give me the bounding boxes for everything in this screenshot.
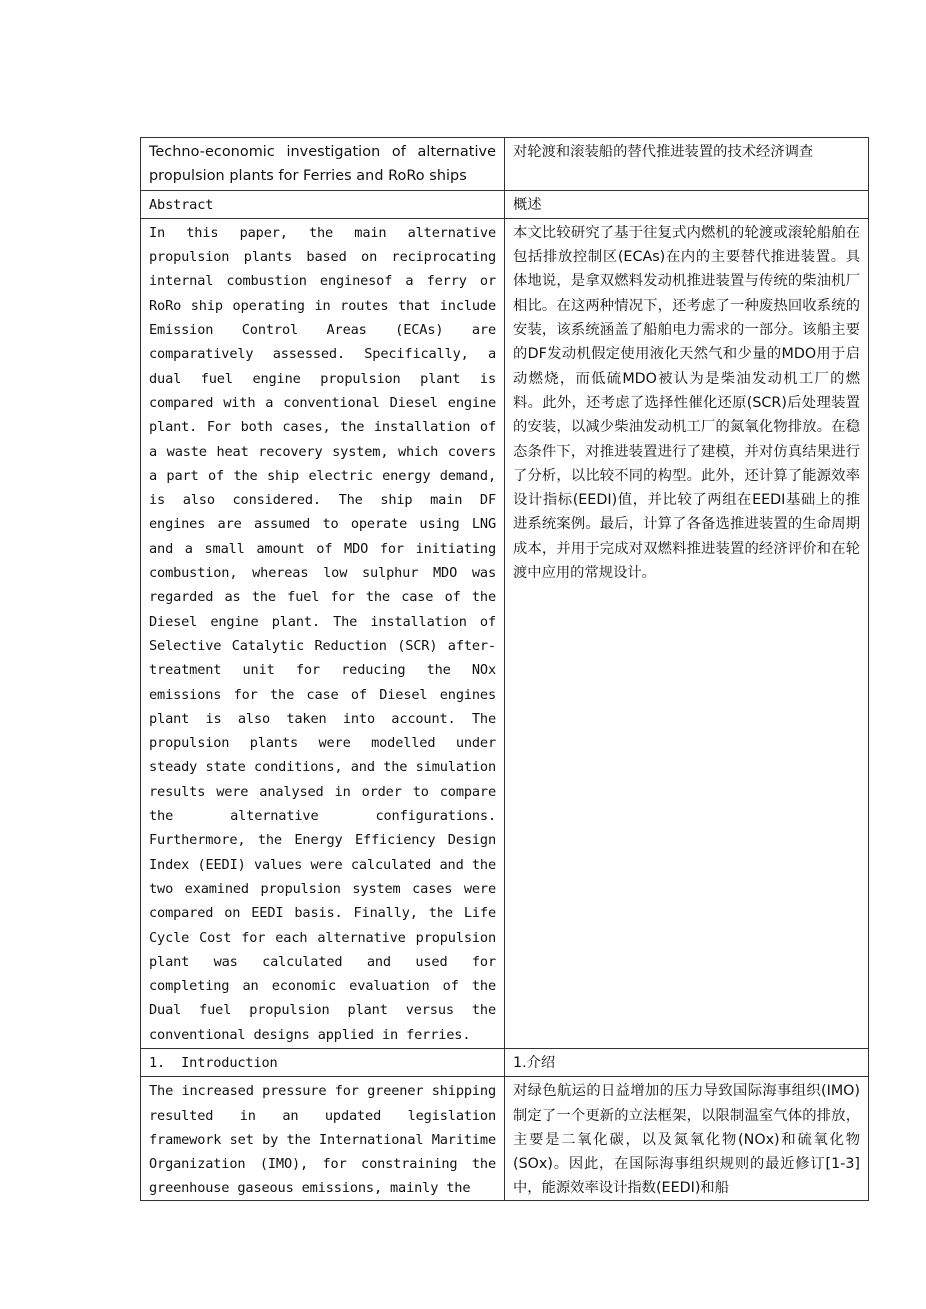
bilingual-table <box>140 137 869 1201</box>
title-en: Techno-economic investigation of alternative propulsion plants for Ferries and RoRo ships <box>141 138 505 191</box>
abstract-heading-row <box>141 190 869 218</box>
introduction-body-en-text: The increased pressure for greener shipping resulted in an updated legislation framework set by the International Maritime Organization (IMO), for constraining the greenhouse gaseous emissions, mainly the <box>149 1083 496 1197</box>
introduction-heading-row <box>141 1048 869 1076</box>
title-zh: 对轮渡和滚装船的替代推进装置的技术经济调查 <box>505 138 869 191</box>
introduction-body-row <box>141 1077 869 1201</box>
title-row <box>141 138 869 191</box>
document-page <box>140 137 869 1201</box>
introduction-heading-en-text: 1. Introduction <box>149 1054 278 1071</box>
abstract-heading-zh: 概述 <box>505 190 869 218</box>
abstract-heading-en: Abstract <box>141 190 505 218</box>
introduction-body-en <box>141 1077 505 1201</box>
introduction-body-zh <box>505 1077 869 1201</box>
abstract-body-en: In this paper, the main alternative propulsion plants based on reciprocating internal combustion enginesof a ferry or RoRo ship operating in routes that include Emission Control Areas (ECAs) are comparatively assessed. Specifically, a dual fuel engine propulsion plant is compared with a conventional Diesel engine plant. For both cases, the installation of a waste heat recovery system, which covers a part of the ship electric energy demand, is also considered. The ship main DF engines are assumed to operate using LNG and a small amount of MDO for initiating combustion, whereas low sulphur MDO was regarded as the fuel for the case of the Diesel engine plant. The installation of Selective Catalytic Reduction (SCR) after-treatment unit for reducing the NOx emissions for the case of Diesel engines plant is also taken into account. The propulsion plants were modelled under steady state conditions, and the simulation results were analysed in order to compare the alternative configurations. Furthermore, the Energy Efficiency Design Index (EEDI) values were calculated and the two examined propulsion system cases were compared on EEDI basis. Finally, the Life Cycle Cost for each alternative propulsion plant was calculated and used for completing an economic evaluation of the Dual fuel propulsion plant versus the conventional designs applied in ferries. <box>141 218 505 1048</box>
introduction-heading-zh: 1.介绍 <box>505 1048 869 1076</box>
abstract-body-row <box>141 218 869 1048</box>
introduction-heading-en <box>141 1048 505 1076</box>
introduction-body-zh-text: 对绿色航运的日益增加的压力导致国际海事组织(IMO)制定了一个更新的立法框架，以限制温室气体的排放，主要是二氧化碳，以及氮氧化物(NOx)和硫氧化物(SOx)。因此，在国际海事组织规则的最近修订[1-3]中，能源效率设计指数(EEDI)和船 <box>513 1083 860 1197</box>
abstract-body-zh: 本文比较研究了基于往复式内燃机的轮渡或滚轮船舶在包括排放控制区(ECAs)在内的主要替代推进装置。具体地说，是拿双燃料发动机推进装置与传统的柴油机厂相比。在这两种情况下，还考虑了一种废热回收系统的安装，该系统涵盖了船舶电力需求的一部分。该船主要的DF发动机假定使用液化天然气和少量的MDO用于启动燃烧，而低硫MDO被认为是柴油发动机工厂的燃料。此外，还考虑了选择性催化还原(SCR)后处理装置的安装，以减少柴油发动机工厂的氮氧化物排放。在稳态条件下，对推进装置进行了建模，并对仿真结果进行了分析，以比较不同的构型。此外，还计算了能源效率设计指标(EEDI)值，并比较了两组在EEDI基础上的推进系统案例。最后，计算了各备选推进装置的生命周期成本，并用于完成对双燃料推进装置的经济评价和在轮渡中应用的常规设计。 <box>505 218 869 1048</box>
